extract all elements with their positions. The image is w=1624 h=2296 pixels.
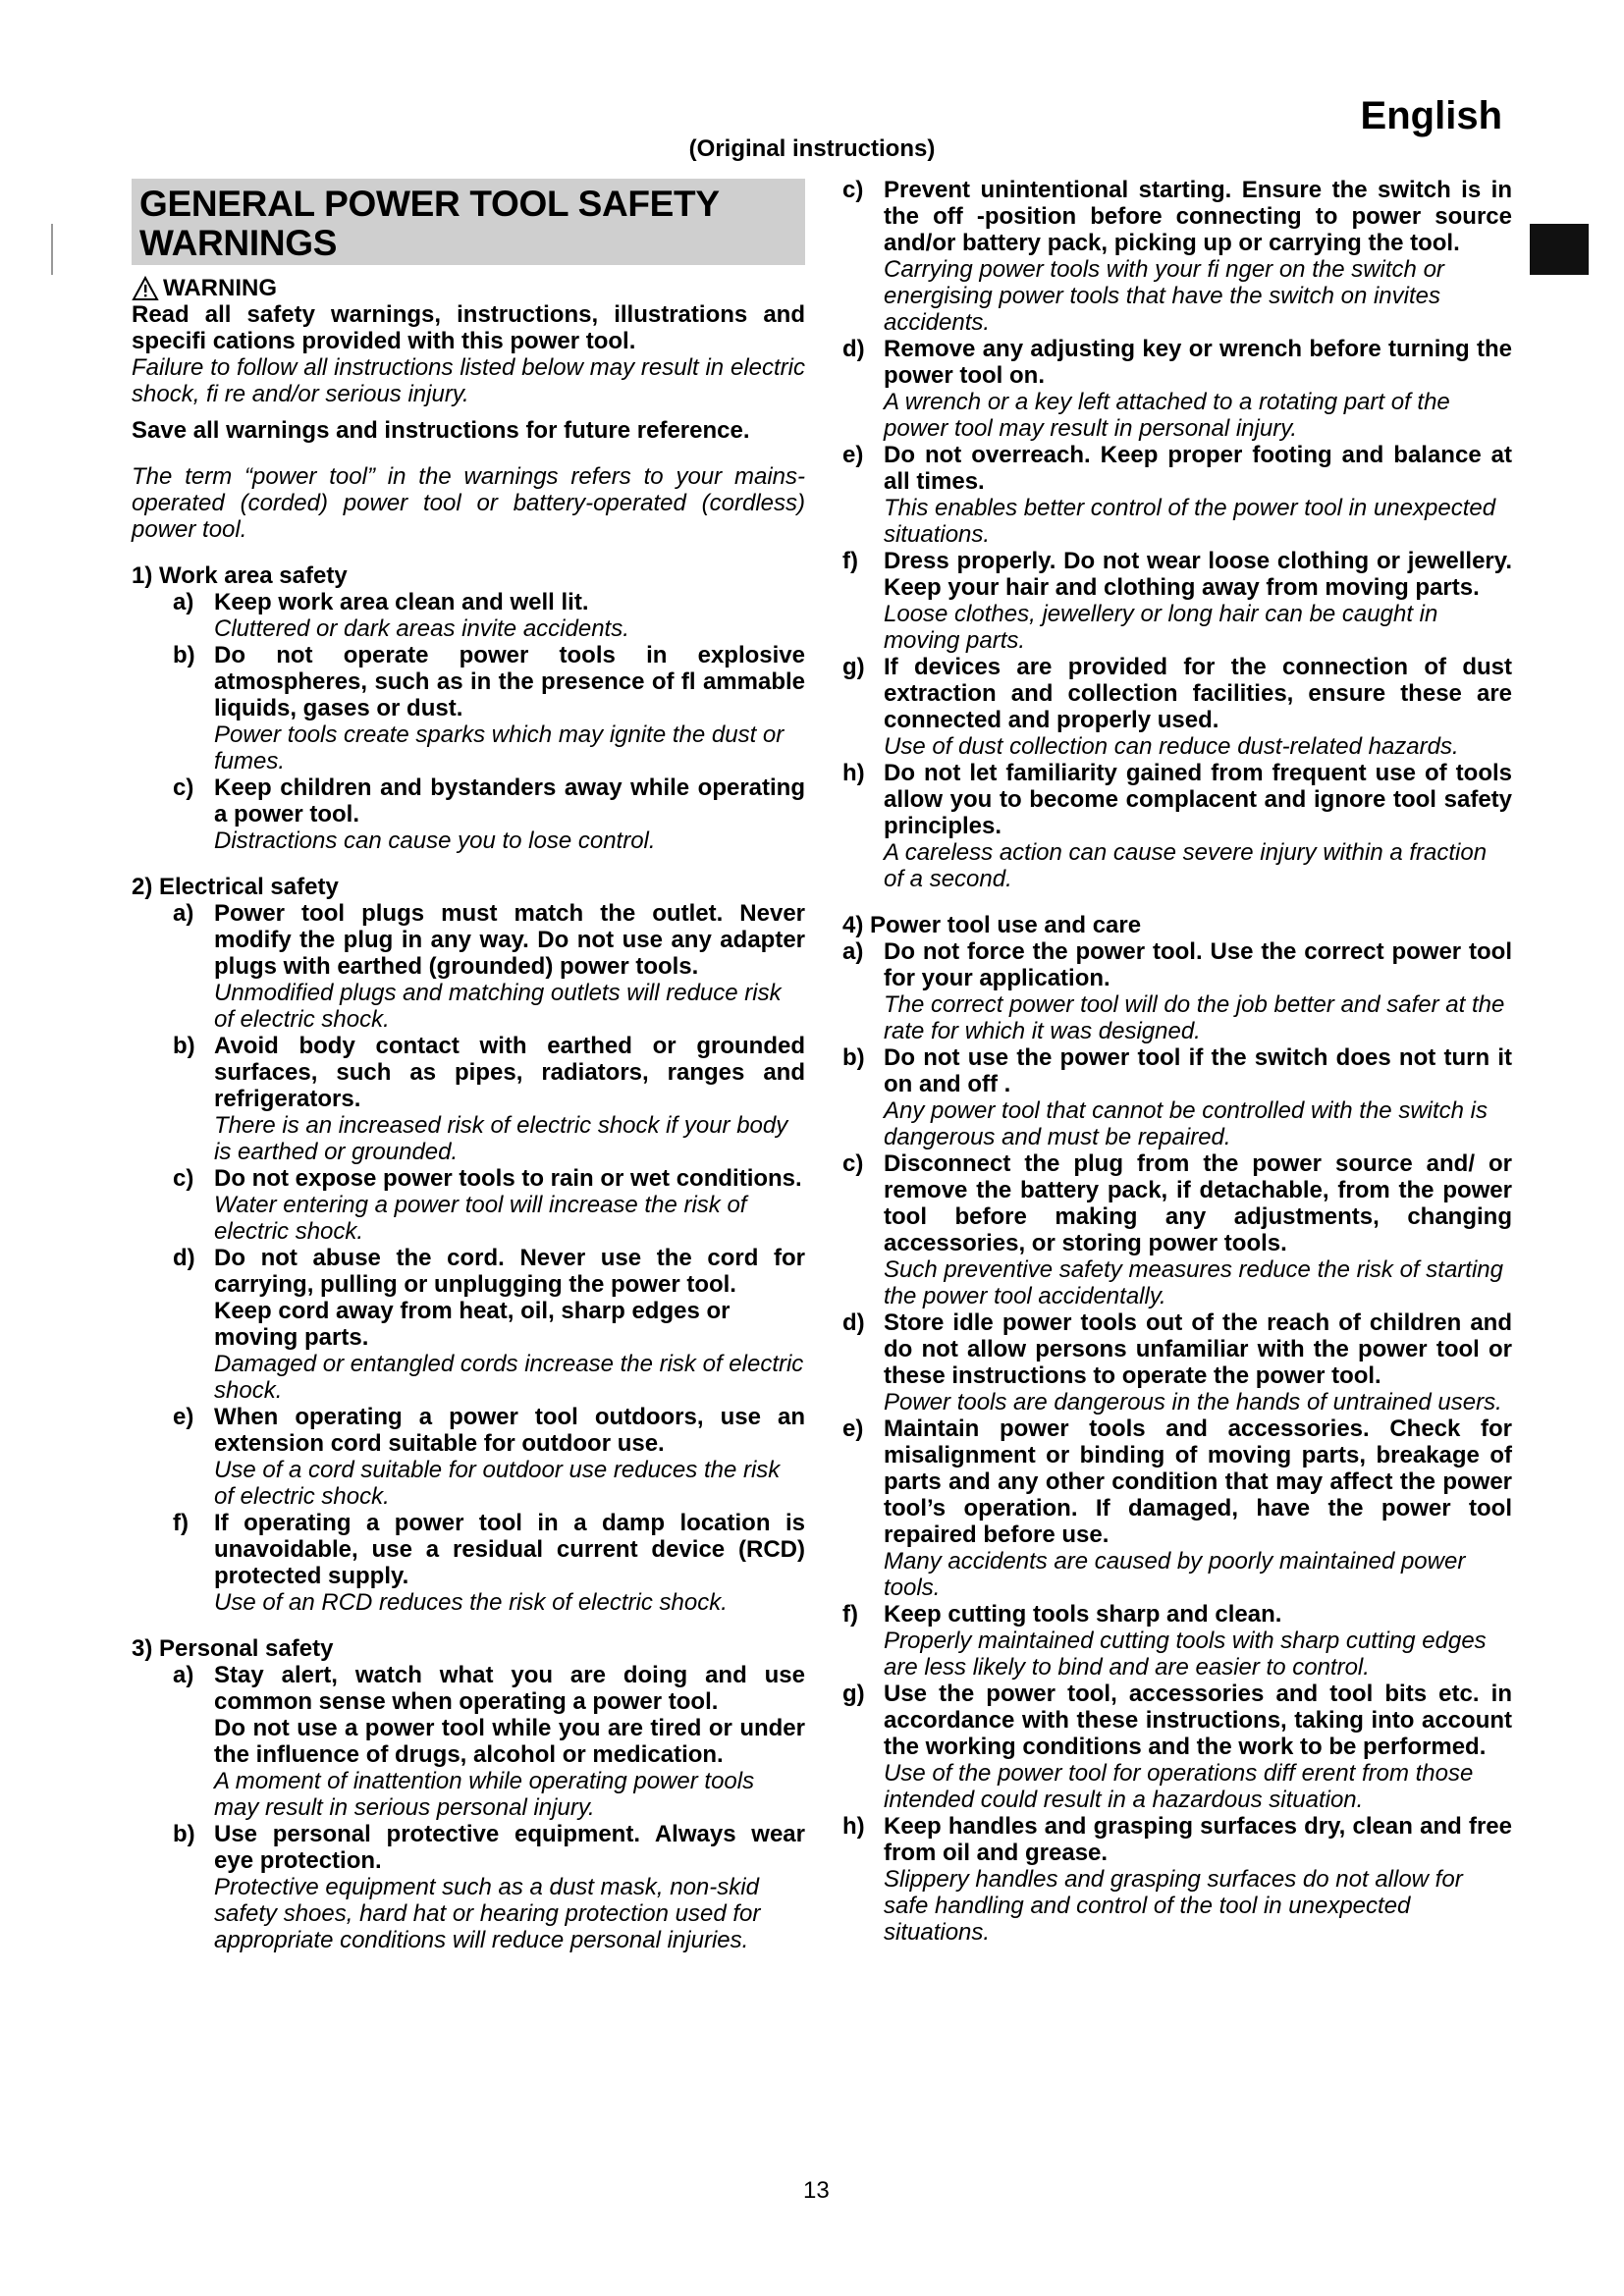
list-item-note: Use of an RCD reduces the risk of electric shock. [214, 1589, 728, 1616]
list-item: a) Keep work area clean and well lit. [173, 589, 589, 615]
list-item: a) Do not force the power tool. Use the correct power tool for your application. [842, 938, 1512, 991]
list-item: f) Dress properly. Do not wear loose clothing or jewellery. Keep your hair and clothing away from moving parts. [842, 548, 1512, 601]
list-item: c) Do not expose power tools to rain or wet conditions. [173, 1165, 802, 1192]
list-item-note: A moment of inattention while operating power tools may result in serious personal injury. [214, 1768, 755, 1821]
section-title: 2) Electrical safety [132, 874, 339, 900]
left-column [132, 179, 805, 1953]
list-item-note: Use of a cord suitable for outdoor use reduces the risk of electric shock. [214, 1457, 781, 1510]
list-item-note: Protective equipment such as a dust mask, non-skid safety shoes, hard hat or hearing protection used for appropriate conditions will reduce personal injuries. [214, 1874, 761, 1953]
list-item-note: A wrench or a key left attached to a rotating part of the power tool may result in personal injury. [884, 389, 1450, 442]
list-item: d) Do not abuse the cord. Never use the cord for carrying, pulling or unplugging the power tool. [173, 1245, 805, 1298]
list-item-note: Water entering a power tool will increase the risk of electric shock. [214, 1192, 747, 1245]
section-title: 3) Personal safety [132, 1635, 334, 1662]
list-item-note: Unmodified plugs and matching outlets will reduce risk of electric shock. [214, 980, 782, 1033]
list-item-note: Loose clothes, jewellery or long hair can be caught in moving parts. [884, 601, 1438, 654]
margin-mark [51, 224, 53, 275]
warning-failure-text: Failure to follow all instructions listed below may result in electric shock, fi re and/or serious injury. [132, 354, 805, 407]
list-item: b) Do not operate power tools in explosive atmospheres, such as in the presence of fl ammable liquids, gases or dust. [173, 642, 805, 721]
list-item: e) Do not overreach. Keep proper footing and balance at all times. [842, 442, 1512, 495]
list-item-note: Damaged or entangled cords increase the risk of electric shock. [214, 1351, 804, 1404]
warning-triangle-icon [132, 276, 159, 301]
page-title: GENERAL POWER TOOL SAFETY WARNINGS [132, 179, 805, 265]
list-item: h) Keep handles and grasping surfaces dry, clean and free from oil and grease. [842, 1813, 1512, 1866]
list-item: a) Stay alert, watch what you are doing and use common sense when operating a power tool. [173, 1662, 805, 1715]
warning-read-text: Read all safety warnings, instructions, illustrations and specifi cations provided with this power tool. [132, 301, 805, 354]
list-item-note: Power tools create sparks which may ignite the dust or fumes. [214, 721, 785, 774]
list-item-note: Slippery handles and grasping surfaces do not allow for safe handling and control of the tool in unexpected situations. [884, 1866, 1463, 1946]
list-item: b) Use personal protective equipment. Always wear eye protection. [173, 1821, 805, 1874]
right-column [842, 177, 1512, 1946]
section-title: 4) Power tool use and care [842, 912, 1142, 938]
list-item: e) Maintain power tools and accessories. Check for misalignment or binding of moving parts, breakage of parts and any other condition that may affect the power tool’s operation. If damaged, have the power tool repaired before use. [842, 1415, 1512, 1548]
warning-heading: WARNING [132, 275, 805, 301]
list-item: a) Power tool plugs must match the outlet. Never modify the plug in any way. Do not use any adapter plugs with earthed (grounded) power tools. [173, 900, 805, 980]
list-item-note: Carrying power tools with your fi nger on the switch or energising power tools that have the switch on invites accidents. [884, 256, 1444, 336]
list-item: e) When operating a power tool outdoors, use an extension cord suitable for outdoor use. [173, 1404, 805, 1457]
original-instructions-label: (Original instructions) [688, 135, 936, 162]
list-item: g) Use the power tool, accessories and tool bits etc. in accordance with these instructions, taking into account the working conditions and the work to be performed. [842, 1681, 1512, 1760]
list-item: f) If operating a power tool in a damp location is unavoidable, use a residual current device (RCD) protected supply. [173, 1510, 805, 1589]
list-item: b) Do not use the power tool if the switch does not turn it on and off . [842, 1044, 1512, 1097]
list-item-note: Cluttered or dark areas invite accidents. [214, 615, 629, 642]
list-item-note: Many accidents are caused by poorly maintained power tools. [884, 1548, 1466, 1601]
list-item: g) If devices are provided for the connection of dust extraction and collection facilities, ensure these are connected and properly used. [842, 654, 1512, 733]
list-item: d) Store idle power tools out of the reach of children and do not allow persons unfamiliar with the power tool or these instructions to operate the power tool. [842, 1309, 1512, 1389]
list-item: b) Avoid body contact with earthed or grounded surfaces, such as pipes, radiators, ranges and refrigerators. [173, 1033, 805, 1112]
list-item-note: The correct power tool will do the job better and safer at the rate for which it was designed. [884, 991, 1505, 1044]
language-label: English [1360, 94, 1502, 137]
list-item-note: Power tools are dangerous in the hands of untrained users. [884, 1389, 1502, 1415]
list-item-note: Use of the power tool for operations diff erent from those intended could result in a hazardous situation. [884, 1760, 1474, 1813]
list-item: h) Do not let familiarity gained from frequent use of tools allow you to become complacent and ignore tool safety principles. [842, 760, 1512, 839]
list-item-note: This enables better control of the power tool in unexpected situations. [884, 495, 1496, 548]
list-item-note: Distractions can cause you to lose control. [214, 828, 656, 854]
list-item-extra: Keep cord away from heat, oil, sharp edges or moving parts. [214, 1298, 731, 1351]
list-item: f) Keep cutting tools sharp and clean. [842, 1601, 1282, 1628]
page-number: 13 [803, 2177, 830, 2204]
list-item: d) Remove any adjusting key or wrench before turning the power tool on. [842, 336, 1512, 389]
save-instructions-text: Save all warnings and instructions for future reference. [132, 417, 750, 444]
list-item-note: A careless action can cause severe injury within a fraction of a second. [884, 839, 1488, 892]
list-item-extra: Do not use a power tool while you are tired or under the influence of drugs, alcohol or medication. [214, 1715, 805, 1768]
thumb-index-tab [1530, 224, 1589, 275]
list-item: c) Disconnect the plug from the power source and/ or remove the battery pack, if detachable, from the power tool before making any adjustments, changing accessories, or storing power tools. [842, 1150, 1512, 1256]
section-title: 1) Work area safety [132, 562, 348, 589]
list-item-note: Any power tool that cannot be controlled with the switch is dangerous and must be repaired. [884, 1097, 1488, 1150]
power-tool-term-text: The term “power tool” in the warnings refers to your mains-operated (corded) power tool or battery-operated (cordless) power tool. [132, 463, 805, 543]
list-item-note: There is an increased risk of electric shock if your body is earthed or grounded. [214, 1112, 788, 1165]
list-item-note: Use of dust collection can reduce dust-related hazards. [884, 733, 1459, 760]
list-item-note: Such preventive safety measures reduce the risk of starting the power tool accidentally. [884, 1256, 1503, 1309]
list-item-note: Properly maintained cutting tools with sharp cutting edges are less likely to bind and are easier to control. [884, 1628, 1487, 1681]
list-item: c) Keep children and bystanders away while operating a power tool. [173, 774, 805, 828]
list-item: c) Prevent unintentional starting. Ensure the switch is in the off -position before connecting to power source and/or battery pack, picking up or carrying the tool. [842, 177, 1512, 256]
